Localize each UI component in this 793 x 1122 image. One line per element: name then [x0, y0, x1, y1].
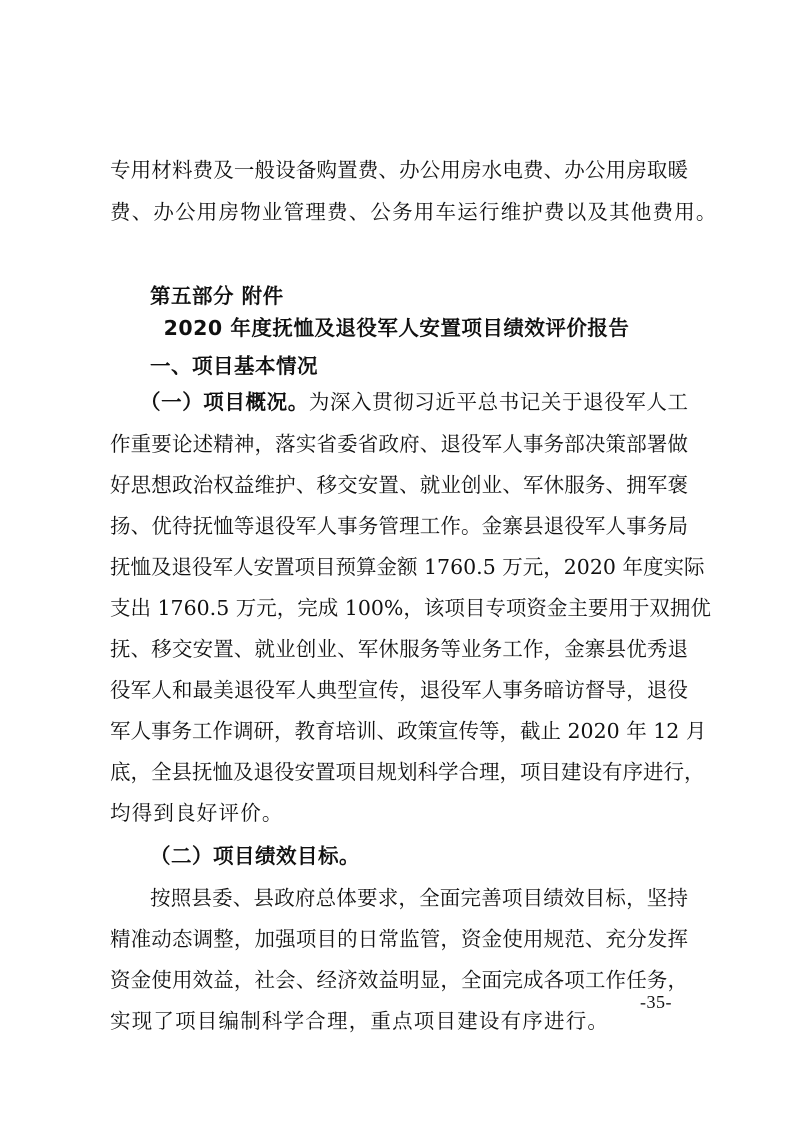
- item-2-first-line: 按照县委、县政府总体要求，全面完善项目绩效目标，坚持: [150, 886, 688, 910]
- item-1-line: 好思想政治权益维护、移交安置、就业创业、军休服务、拥军褒: [110, 473, 688, 497]
- item-1-line: 军人事务工作调研，教育培训、政策宣传等，截止 2020 年 12 月: [110, 719, 707, 743]
- item-1-label: （一）项目概况。: [140, 390, 309, 414]
- continuation-line-2: 费、办公用房物业管理费、公务用车运行维护费以及其他费用。: [110, 200, 718, 224]
- item-1-line: 抚恤及退役军人安置项目预算金额 1760.5 万元，2020 年度实际: [110, 555, 705, 579]
- item-1-line: 抚、移交安置、就业创业、军休服务等业务工作，金寨县优秀退: [110, 637, 688, 661]
- item-1-line: 作重要论述精神，落实省委省政府、退役军人事务部决策部署做: [110, 432, 688, 456]
- item-1-line: 底，全县抚恤及退役安置项目规划科学合理，项目建设有序进行，: [110, 760, 705, 784]
- item-1-line-last: 均得到良好评价。: [110, 801, 284, 825]
- item-1-line: 役军人和最美退役军人典型宣传，退役军人事务暗访督导，退役: [110, 678, 688, 702]
- section-heading: 第五部分 附件: [150, 284, 284, 308]
- item-2-label: （二）项目绩效目标。: [150, 844, 360, 868]
- item-1-line: 支出 1760.5 万元，完成 100%，该项目专项资金主要用于双拥优: [110, 596, 711, 620]
- item-1-line: 扬、优待抚恤等退役军人事务管理工作。金寨县退役军人事务局: [110, 514, 688, 538]
- report-title: 2020 年度抚恤及退役军人安置项目绩效评价报告: [163, 316, 630, 340]
- page-number: -35-: [640, 992, 672, 1012]
- item-2-line-last: 实现了项目编制科学合理，重点项目建设有序进行。: [110, 1009, 610, 1033]
- item-2-line: 精准动态调整，加强项目的日常监管，资金使用规范、充分发挥: [110, 927, 688, 951]
- continuation-line-1: 专用材料费及一般设备购置费、办公用房水电费、办公用房取暖: [110, 158, 688, 182]
- item-1-first-line: [140, 388, 688, 416]
- item-2-line: 资金使用效益，社会、经济效益明显，全面完成各项工作任务，: [110, 968, 688, 992]
- item-1-first-line-text: 为深入贯彻习近平总书记关于退役军人工: [308, 390, 689, 414]
- subheading-basic-info: 一、项目基本情况: [150, 354, 318, 378]
